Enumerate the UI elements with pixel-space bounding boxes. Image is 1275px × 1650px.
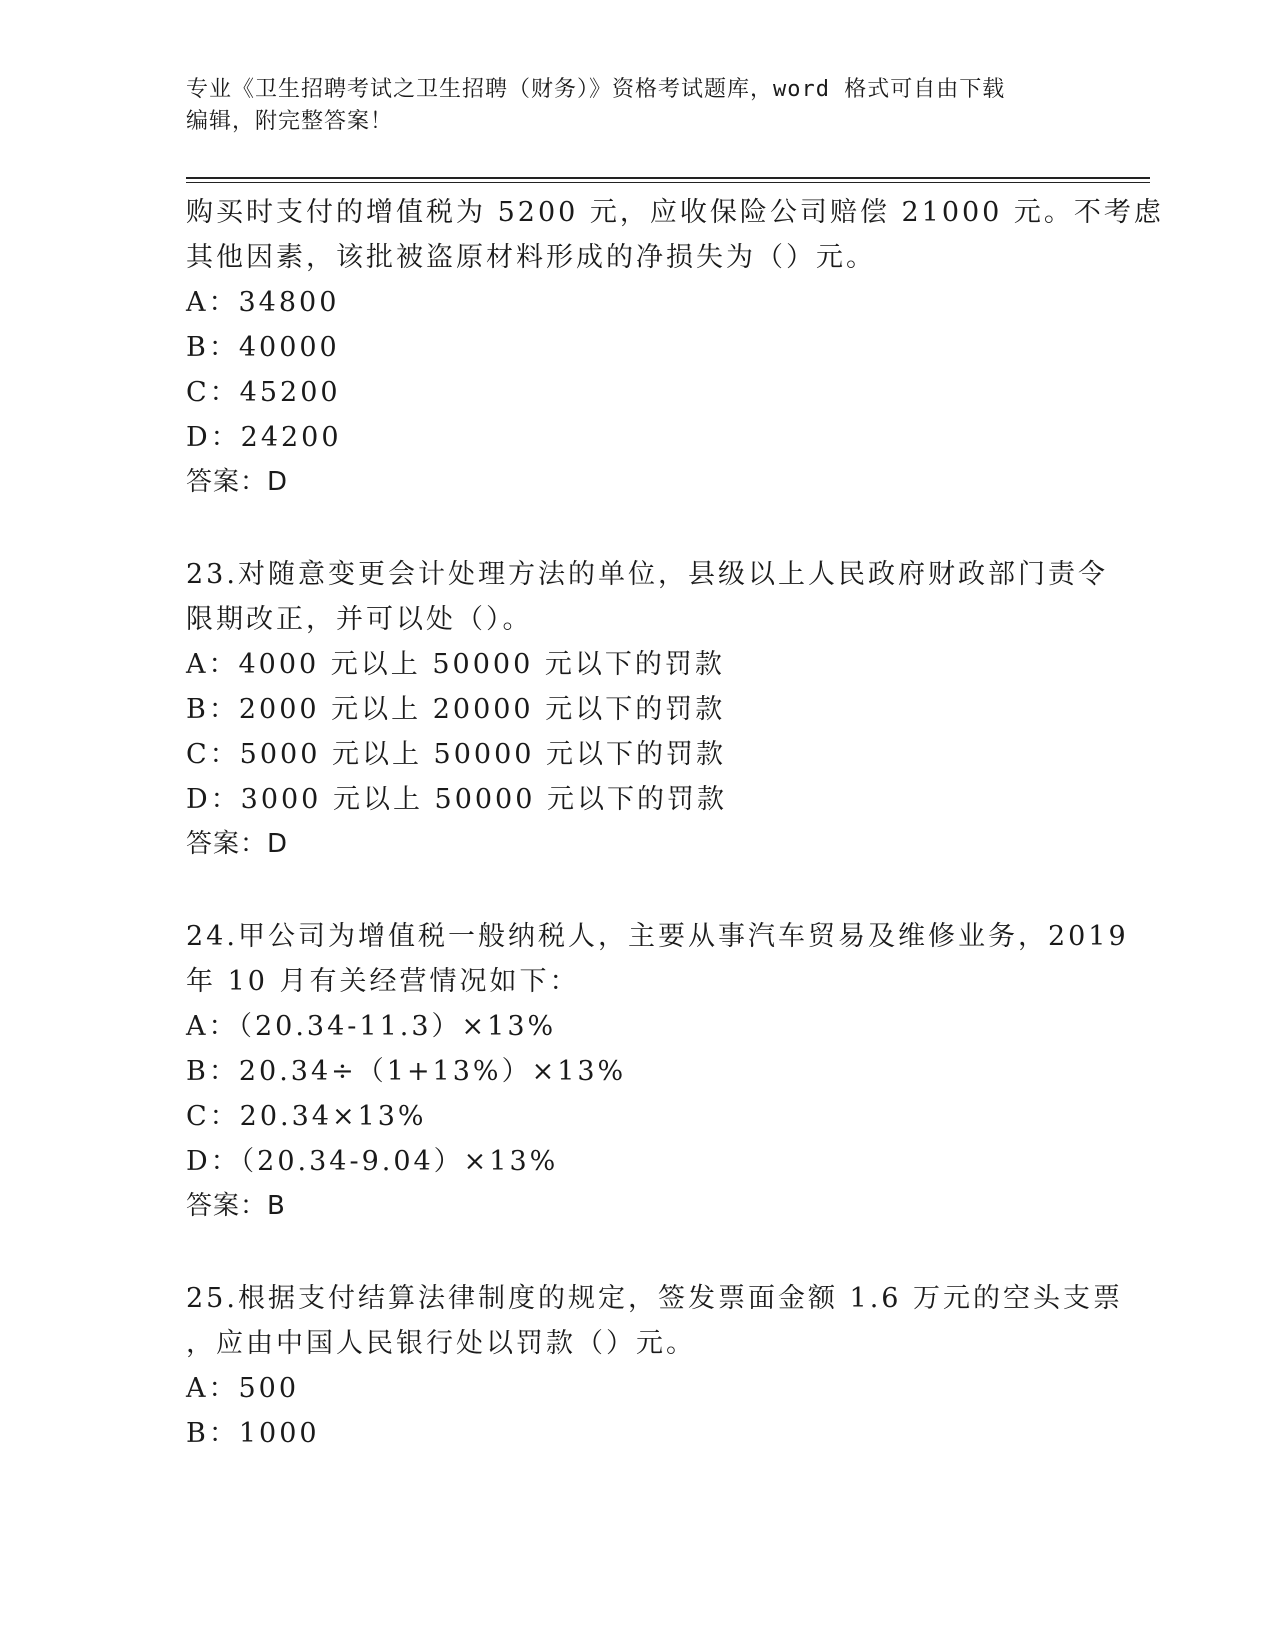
header-rule-thick bbox=[186, 177, 1150, 179]
header-line-2: 编辑，附完整答案！ bbox=[186, 109, 394, 134]
header-line-1: 专业《卫生招聘考试之卫生招聘（财务）》资格考试题库，word 格式可自由下载 bbox=[186, 77, 1006, 102]
option-b: B：40000 bbox=[186, 332, 340, 363]
option-b: B：20.34÷（1+13%）×13% bbox=[186, 1056, 627, 1087]
option-a: A：500 bbox=[186, 1373, 300, 1404]
answer: 答案：B bbox=[186, 1191, 286, 1221]
question-stem-line: 购买时支付的增值税为 5200 元，应收保险公司赔偿 21000 元。不考虑 bbox=[186, 197, 1164, 228]
option-a: A：4000 元以上 50000 元以下的罚款 bbox=[186, 649, 725, 680]
document-header bbox=[186, 74, 1086, 138]
header-rule-thin bbox=[186, 182, 1150, 183]
option-c: C：5000 元以上 50000 元以下的罚款 bbox=[186, 739, 727, 770]
answer: 答案：D bbox=[186, 829, 289, 859]
question-stem-line: 23.对随意变更会计处理方法的单位，县级以上人民政府财政部门责令 bbox=[186, 559, 1108, 590]
option-b: B：1000 bbox=[186, 1418, 320, 1449]
question-stem-line: 24.甲公司为增值税一般纳税人，主要从事汽车贸易及维修业务，2019 bbox=[186, 921, 1129, 952]
option-c: C：20.34×13% bbox=[186, 1101, 427, 1132]
question-22 bbox=[186, 190, 1164, 505]
option-d: D：24200 bbox=[186, 422, 342, 453]
question-stem-line: 25.根据支付结算法律制度的规定，签发票面金额 1.6 万元的空头支票 bbox=[186, 1283, 1124, 1314]
spacer bbox=[186, 867, 1066, 914]
question-23 bbox=[186, 552, 1108, 867]
option-a: A：（20.34-11.3）×13% bbox=[186, 1011, 557, 1042]
option-d: D：（20.34-9.04）×13% bbox=[186, 1146, 559, 1177]
option-b: B：2000 元以上 20000 元以下的罚款 bbox=[186, 694, 726, 725]
question-list bbox=[186, 190, 1164, 1456]
spacer bbox=[186, 505, 1066, 552]
question-stem-line: ，应由中国人民银行处以罚款（）元。 bbox=[186, 1328, 696, 1359]
question-24 bbox=[186, 914, 1129, 1229]
question-stem-line: 年 10 月有关经营情况如下： bbox=[186, 966, 580, 997]
question-stem-line: 限期改正，并可以处（）。 bbox=[186, 604, 533, 635]
spacer bbox=[186, 1229, 1066, 1276]
option-c: C：45200 bbox=[186, 377, 341, 408]
option-a: A：34800 bbox=[186, 287, 340, 318]
question-25 bbox=[186, 1276, 1124, 1456]
option-d: D：3000 元以上 50000 元以下的罚款 bbox=[186, 784, 727, 815]
question-stem-line: 其他因素，该批被盗原材料形成的净损失为（）元。 bbox=[186, 242, 876, 273]
answer: 答案：D bbox=[186, 467, 289, 497]
